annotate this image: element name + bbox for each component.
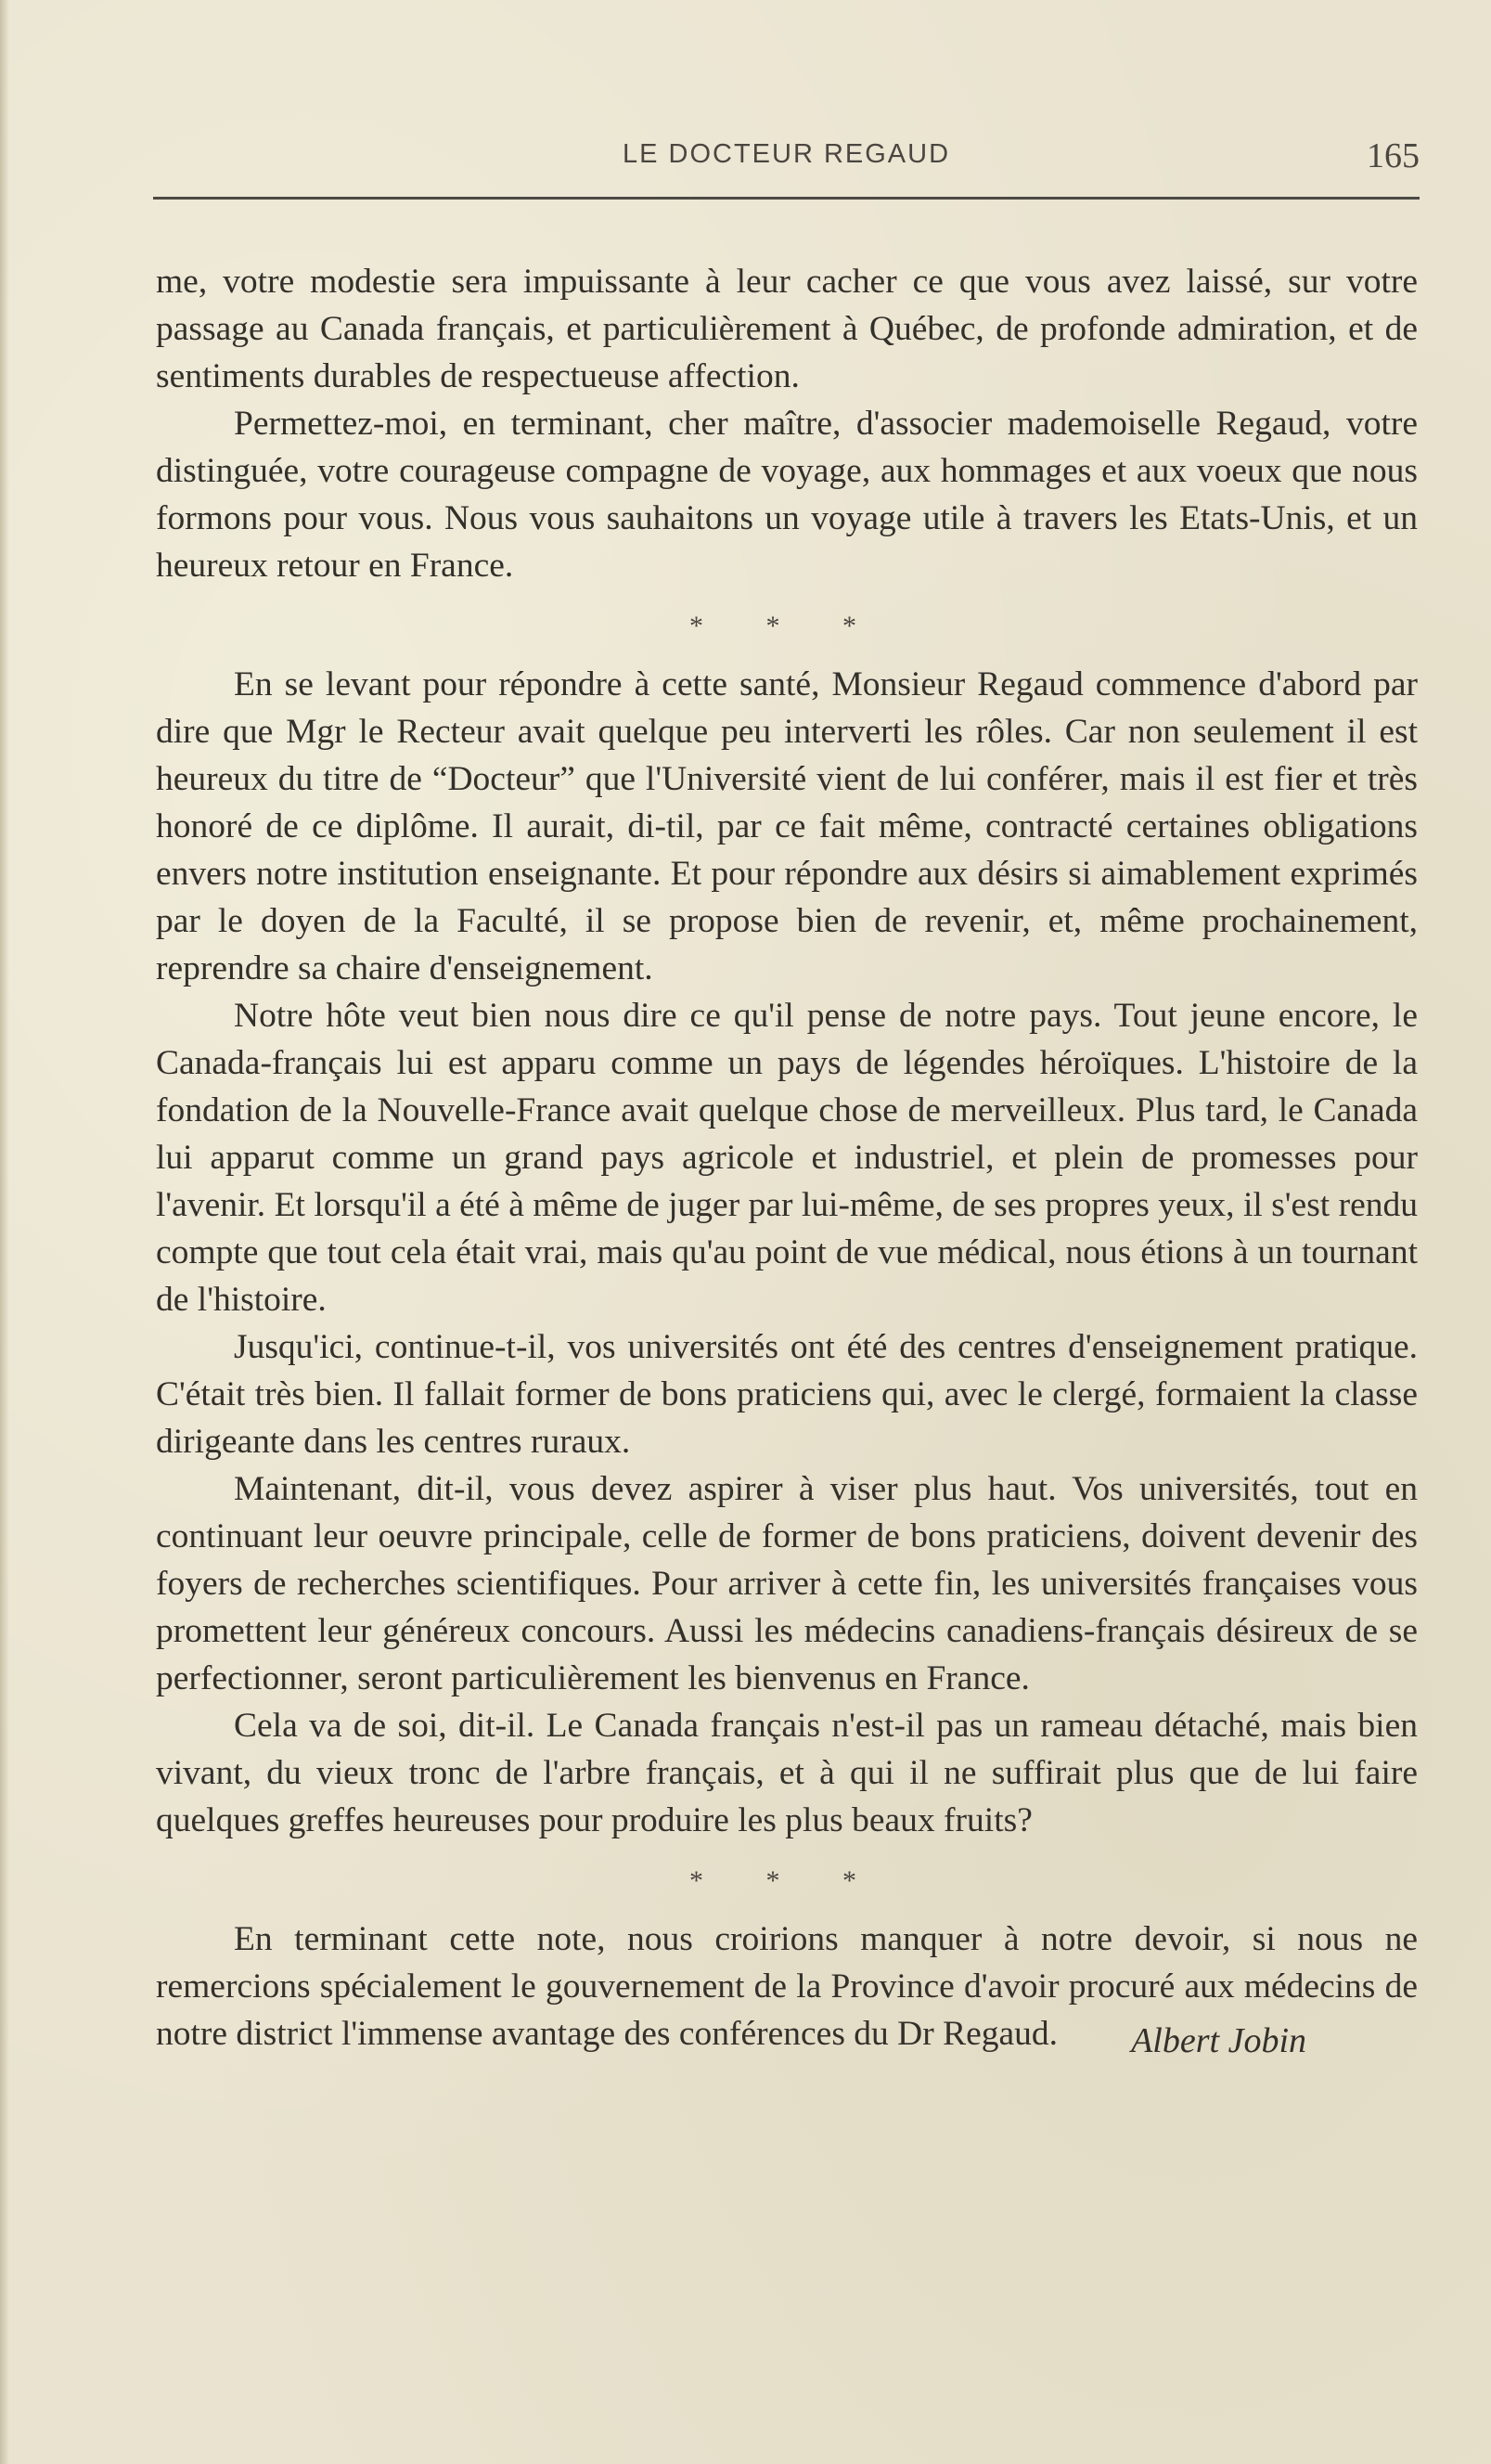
page-number: 165: [1367, 136, 1420, 175]
paragraph: Cela va de soi, dit-il. Le Canada français n'est-il pas un rameau détaché, mais bien vivant, du vieux tronc de l'arbre français, et à qui il ne suffirait plus que de lui faire quelques greffes heureuses pour produire les plus beaux fruits?: [156, 1707, 1418, 1839]
closing-block: [156, 1916, 1418, 2058]
paragraph: En terminant cette note, nous croirions manquer à notre devoir, si nous ne remercions spécialement le gouvernement de la Province d'avoir procuré aux médecins de notre district l'immense avantage des conférences du Dr Regaud.: [156, 1920, 1418, 2053]
page-edge: [0, 0, 9, 2464]
paragraph: En se levant pour répondre à cette santé, Monsieur Regaud commence d'abord par dire que Mgr le Recteur avait quelque peu interverti les rôles. Car non seulement il est heureux du titre de “Docteur” que l'Université vient de lui conférer, mais il est fier et très honoré de ce diplôme. Il aurait, di-til, par ce fait même, contracté certaines obligations envers notre institution enseignante. Et pour répondre aux désirs si aimablement exprimés par le doyen de la Faculté, il se propose bien de revenir, et, même prochainement, reprendre sa chaire d'enseignement.: [156, 665, 1418, 987]
paragraph: Notre hôte veut bien nous dire ce qu'il pense de notre pays. Tout jeune encore, le Canada-français lui est apparu comme un pays de légendes héroïques. L'histoire de la fondation de la Nouvelle-France avait quelque chose de merveilleux. Plus tard, le Canada lui apparut comme un grand pays agricole et industriel, et plein de promesses pour l'avenir. Et lorsqu'il a été à même de juger par lui-même, de ses propres yeux, il s'est rendu compte que tout cela était vrai, mais qu'au point de vue médical, nous étions à un tournant de l'histoire.: [156, 997, 1418, 1319]
section-separator: * * *: [689, 611, 884, 641]
page-header: [153, 136, 1420, 195]
header-rule: [153, 197, 1420, 200]
paragraph: Maintenant, dit-il, vous devez aspirer à viser plus haut. Vos universités, tout en continuant leur oeuvre principale, celle de former de bons praticiens, doivent devenir des foyers de recherches scientifiques. Pour arriver à cette fin, les universités françaises vous promettent leur généreux concours. Aussi les médecins canadiens-français désireux de se perfectionner, seront particulièrement les bienvenus en France.: [156, 1470, 1418, 1697]
paragraph: Permettez-moi, en terminant, cher maître, d'associer mademoiselle Regaud, votre distinguée, votre courageuse compagne de voyage, aux hommages et aux voeux que nous formons pour vous. Nous vous sauhaitons un voyage utile à travers les Etats-Unis, et un heureux retour en France.: [156, 405, 1418, 585]
paragraph: Jusqu'ici, continue-t-il, vos universités ont été des centres d'enseignement pratique. C'était très bien. Il fallait former de bons praticiens qui, avec le clergé, formaient la classe dirigeante dans les centres ruraux.: [156, 1328, 1418, 1461]
body-text: [156, 258, 1418, 2058]
author-signature: Albert Jobin: [1131, 2021, 1306, 2060]
section-separator: * * *: [689, 1865, 884, 1896]
running-title: LE DOCTEUR REGAUD: [622, 139, 951, 169]
paragraph: me, votre modestie sera impuissante à leur cacher ce que vous avez laissé, sur votre passage au Canada français, et particulièrement à Québec, de profonde admiration, et de sentiments durables de respectueuse affection.: [156, 263, 1418, 395]
